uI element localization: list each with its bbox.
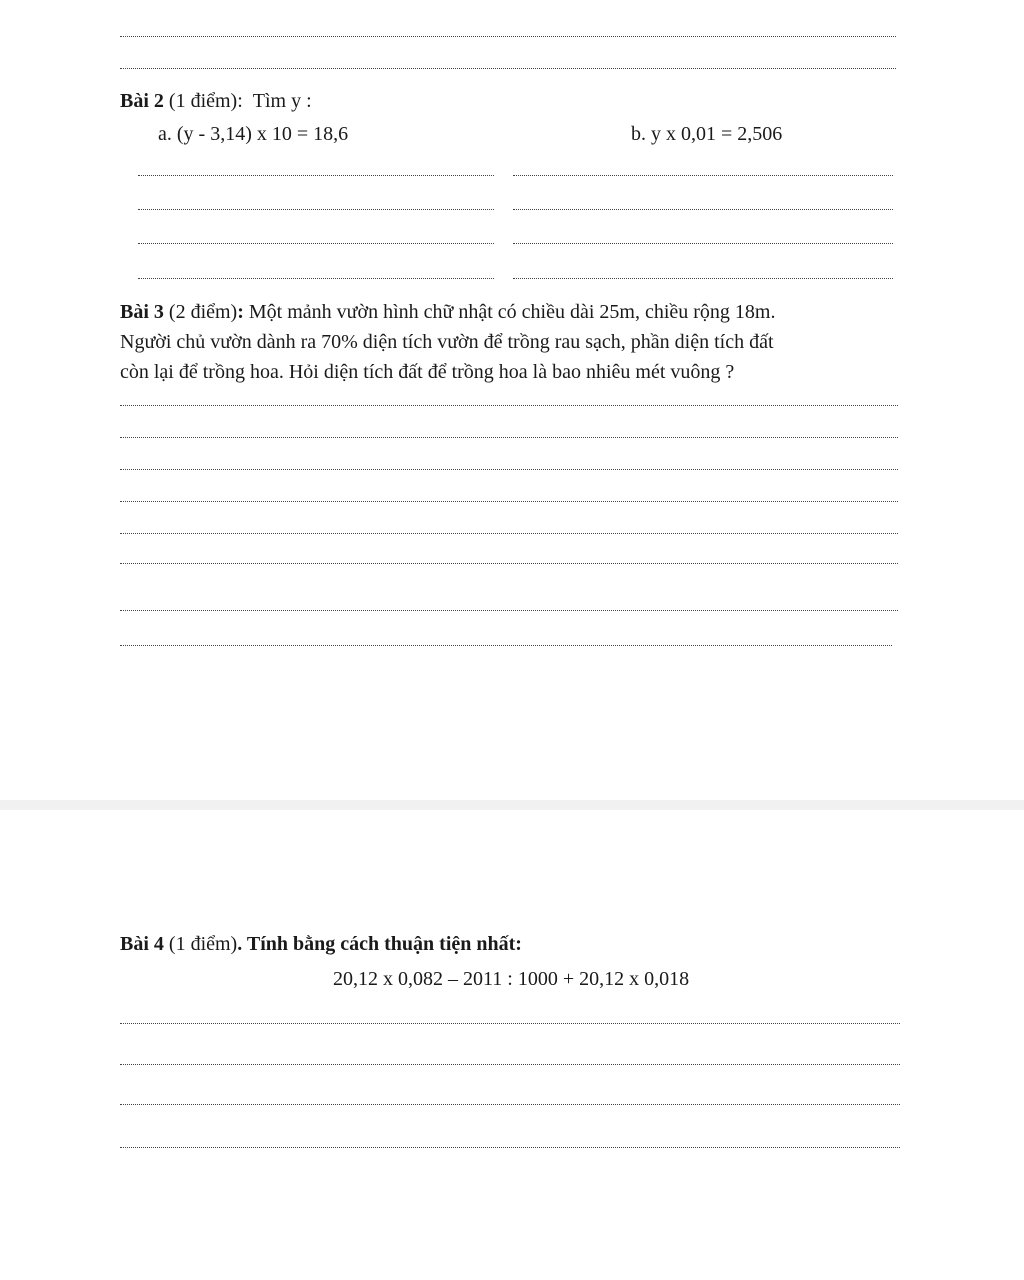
- bai2-label: Bài 2: [120, 90, 164, 112]
- answer-line: [120, 405, 898, 406]
- bai4-heading: [120, 932, 522, 956]
- bai2-instruction: Tìm y :: [252, 90, 312, 112]
- bai4-label: Bài 4: [120, 933, 164, 955]
- bai4-instruction: . Tính bằng cách thuận tiện nhất:: [237, 933, 522, 955]
- worksheet-page-2: [0, 810, 1024, 1280]
- bai3-line-1: Một mảnh vườn hình chữ nhật có chiều dài 25m, chiều rộng 18m.: [243, 301, 776, 323]
- answer-line: [120, 533, 898, 534]
- bai2-heading: [120, 89, 312, 113]
- answer-line: [120, 1023, 900, 1024]
- bai3-line-2: Người chủ vườn dành ra 70% diện tích vườn để trồng rau sạch, phần diện tích đất: [120, 331, 774, 353]
- answer-line-a: [138, 175, 494, 176]
- answer-line: [120, 501, 898, 502]
- answer-line: [120, 610, 898, 611]
- bai2-points: (1 điểm):: [163, 90, 243, 112]
- bai3-line-3: còn lại để trồng hoa. Hỏi diện tích đất để trồng hoa là bao nhiêu mét vuông ?: [120, 361, 735, 383]
- answer-line: [120, 68, 896, 69]
- answer-line-a: [138, 278, 494, 279]
- answer-line-b: [513, 278, 893, 279]
- answer-line-b: [513, 243, 893, 244]
- part-b-expression: y x 0,01 = 2,506: [651, 123, 783, 145]
- page-separator: [0, 800, 1024, 810]
- answer-line: [120, 1147, 900, 1148]
- bai4-expression: 20,12 x 0,082 – 2011 : 1000 + 20,12 x 0,018: [333, 968, 690, 990]
- answer-line: [120, 1104, 900, 1105]
- answer-line: [120, 437, 898, 438]
- answer-line-b: [513, 175, 893, 176]
- part-a-expression: (y - 3,14) x 10 = 18,6: [176, 123, 349, 145]
- bai3-points: (2 điểm): [163, 301, 238, 323]
- answer-line: [120, 36, 896, 37]
- answer-line-a: [138, 209, 494, 210]
- bai2-part-a: [158, 122, 348, 146]
- bai3-colon: :: [237, 301, 244, 323]
- part-b-label: b.: [631, 123, 646, 145]
- answer-line: [120, 563, 898, 564]
- answer-line: [120, 1064, 900, 1065]
- bai3-label: Bài 3: [120, 301, 164, 323]
- part-a-label: a.: [158, 123, 172, 145]
- answer-line: [120, 645, 892, 646]
- bai4-points: (1 điểm): [163, 933, 238, 955]
- bai3-problem: [120, 297, 920, 387]
- bai2-part-b: [631, 122, 782, 146]
- answer-line: [120, 469, 898, 470]
- answer-line-a: [138, 243, 494, 244]
- answer-line-b: [513, 209, 893, 210]
